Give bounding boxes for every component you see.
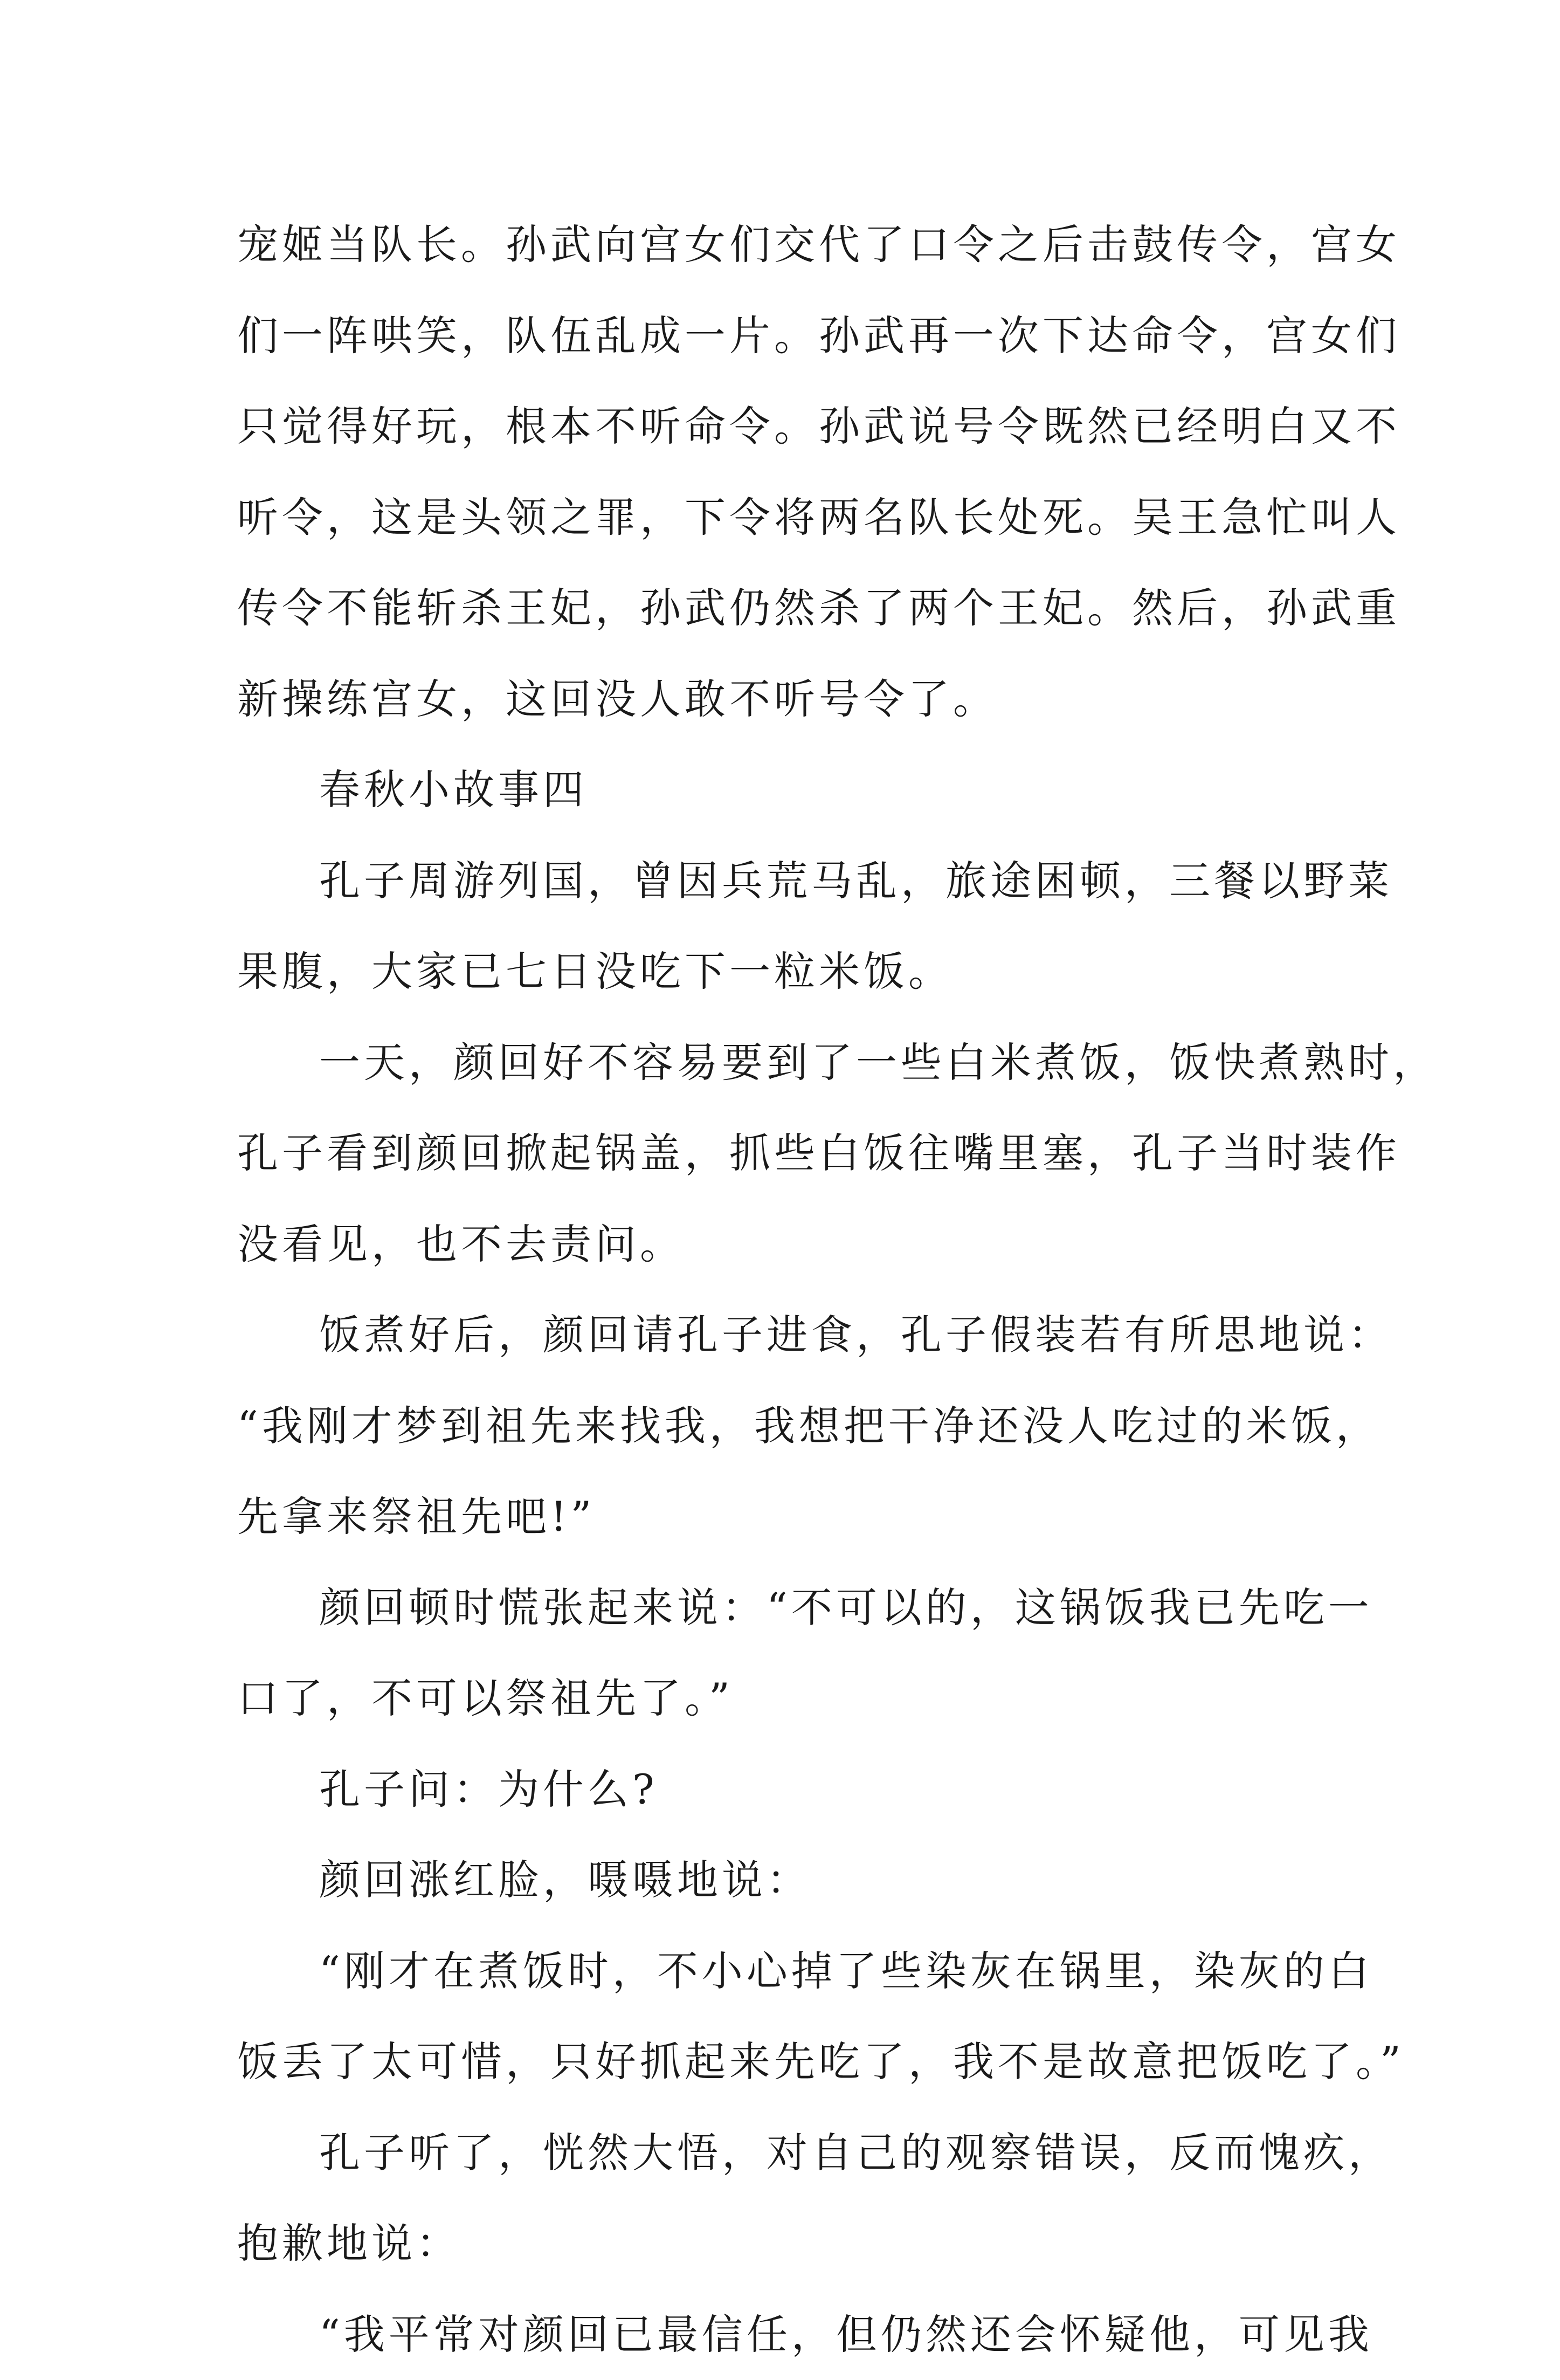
text-line: 抱歉地说： bbox=[237, 2198, 1329, 2289]
paragraph-start-line: 一天，颜回好不容易要到了一些白米煮饭，饭快煮熟时， bbox=[237, 1017, 1329, 1109]
text-line: 没看见，也不去责问。 bbox=[237, 1199, 1329, 1290]
text-line: 新操练宫女，这回没人敢不听号令了。 bbox=[237, 654, 1329, 745]
paragraph-start-line: 孔子听了，恍然大悟，对自己的观察错误，反而愧疚， bbox=[237, 2108, 1329, 2199]
text-line: 果腹，大家已七日没吃下一粒米饭。 bbox=[237, 926, 1329, 1017]
paragraph-start-line: 颜回涨红脸，嗫嗫地说： bbox=[237, 1835, 1329, 1926]
text-line: 宠姬当队长。孙武向宫女们交代了口令之后击鼓传令，宫女 bbox=[237, 200, 1329, 291]
text-line: 饭丢了太可惜，只好抓起来先吃了，我不是故意把饭吃了。” bbox=[237, 2017, 1329, 2108]
paragraph-start-line: 孔子周游列国，曾因兵荒马乱，旅途困顿，三餐以野菜 bbox=[237, 836, 1329, 927]
paragraph-start-line: “刚才在煮饭时，不小心掉了些染灰在锅里，染灰的白 bbox=[237, 1926, 1329, 2017]
paragraph-start-line: 颜回顿时慌张起来说：“不可以的，这锅饭我已先吃一 bbox=[237, 1563, 1329, 1654]
text-line: 口了，不可以祭祖先了。” bbox=[237, 1653, 1329, 1744]
paragraph-start-line: 孔子问：为什么? bbox=[237, 1744, 1329, 1835]
text-line: 只觉得好玩，根本不听命令。孙武说号令既然已经明白又不 bbox=[237, 381, 1329, 472]
text-line: 传令不能斩杀王妃，孙武仍然杀了两个王妃。然后，孙武重 bbox=[237, 563, 1329, 654]
paragraph-start-line: “我平常对颜回已最信任，但仍然还会怀疑他，可见我 bbox=[237, 2289, 1329, 2380]
body-text bbox=[237, 200, 1329, 2380]
text-line: 孔子看到颜回掀起锅盖，抓些白饭往嘴里塞，孔子当时装作 bbox=[237, 1108, 1329, 1199]
text-line: 先拿来祭祖先吧!” bbox=[237, 1471, 1329, 1563]
paragraph-start-line: 饭煮好后，颜回请孔子进食，孔子假装若有所思地说： bbox=[237, 1290, 1329, 1381]
text-line: 听令，这是头领之罪，下令将两名队长处死。吴王急忙叫人 bbox=[237, 472, 1329, 563]
section-heading: 春秋小故事四 bbox=[237, 745, 1329, 836]
text-line: 们一阵哄笑，队伍乱成一片。孙武再一次下达命令，宫女们 bbox=[237, 291, 1329, 382]
text-line: “我刚才梦到祖先来找我，我想把干净还没人吃过的米饭， bbox=[237, 1381, 1329, 1472]
